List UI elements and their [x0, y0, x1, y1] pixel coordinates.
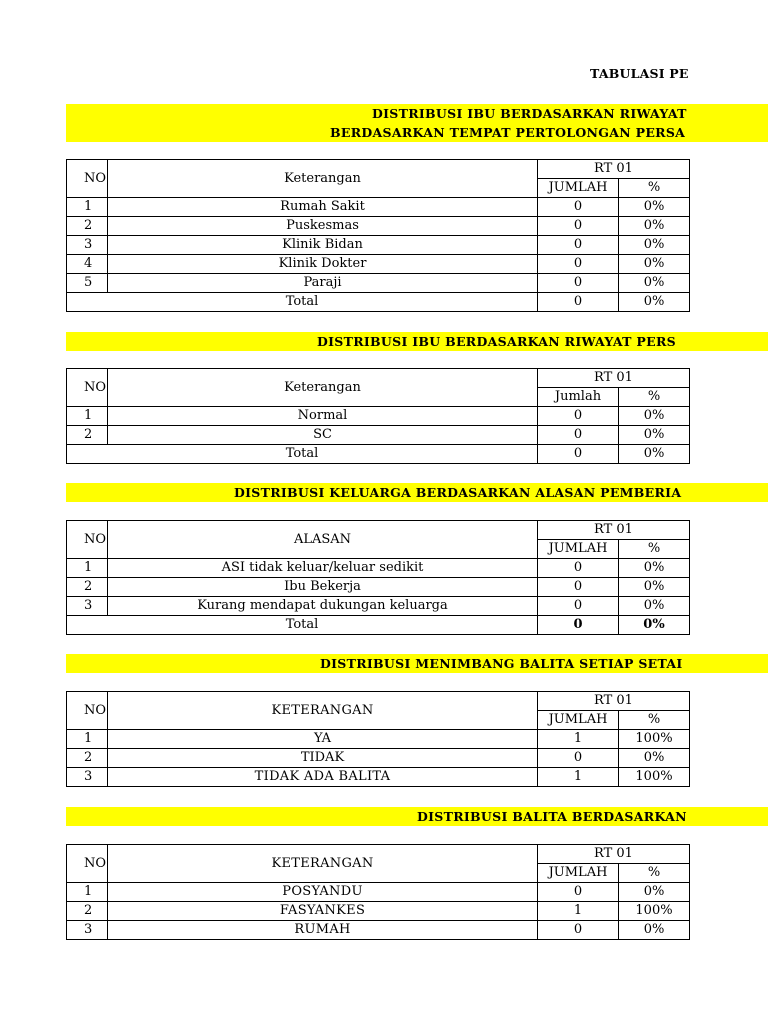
row-count: 0 [538, 198, 619, 217]
row-count: 1 [538, 902, 619, 921]
header-group: RT 01 [538, 692, 690, 711]
row-count: 0 [538, 559, 619, 578]
row-percent: 100% [619, 730, 690, 749]
header-percent: % [619, 711, 690, 730]
table-row [67, 730, 690, 749]
header-no: NO [67, 369, 108, 407]
row-count: 0 [538, 426, 619, 445]
header-no: NO [67, 692, 108, 730]
row-label: Klinik Dokter [108, 255, 538, 274]
distribution-table [66, 520, 690, 635]
header-no: NO [67, 521, 108, 559]
total-count: 0 [538, 616, 619, 635]
row-percent: 0% [619, 426, 690, 445]
row-count: 0 [538, 255, 619, 274]
row-label: SC [108, 426, 538, 445]
row-no: 2 [67, 749, 108, 768]
table-row [67, 217, 690, 236]
table-row [67, 768, 690, 787]
table-row [67, 883, 690, 902]
row-no: 3 [67, 597, 108, 616]
table-row [67, 749, 690, 768]
row-label: Kurang mendapat dukungan keluarga [108, 597, 538, 616]
header-description: Keterangan [108, 369, 538, 407]
table-row [67, 426, 690, 445]
header-percent: % [619, 540, 690, 559]
row-percent: 100% [619, 768, 690, 787]
row-count: 0 [538, 749, 619, 768]
total-percent: 0% [619, 293, 690, 312]
row-no: 3 [67, 921, 108, 940]
row-percent: 0% [619, 274, 690, 293]
row-label: Paraji [108, 274, 538, 293]
header-percent: % [619, 179, 690, 198]
header-percent: % [619, 864, 690, 883]
page-title: TABULASI PE [590, 66, 689, 81]
header-count: JUMLAH [538, 711, 619, 730]
row-percent: 0% [619, 236, 690, 255]
heading-line: DISTRIBUSI IBU BERDASARKAN RIWAYAT PERS [317, 334, 676, 349]
row-count: 0 [538, 236, 619, 255]
table-row [67, 597, 690, 616]
row-percent: 0% [619, 597, 690, 616]
distribution-table [66, 844, 690, 940]
header-no: NO [67, 160, 108, 198]
header-description: Keterangan [108, 160, 538, 198]
total-count: 0 [538, 293, 619, 312]
row-count: 0 [538, 217, 619, 236]
row-no: 4 [67, 255, 108, 274]
row-no: 5 [67, 274, 108, 293]
row-label: RUMAH [108, 921, 538, 940]
total-row [67, 445, 690, 464]
table-row [67, 407, 690, 426]
header-count: JUMLAH [538, 179, 619, 198]
table-row [67, 255, 690, 274]
header-count: JUMLAH [538, 864, 619, 883]
row-no: 1 [67, 730, 108, 749]
row-no: 3 [67, 236, 108, 255]
total-label: Total [67, 293, 538, 312]
table-row [67, 559, 690, 578]
row-label: Klinik Bidan [108, 236, 538, 255]
row-percent: 0% [619, 749, 690, 768]
header-group: RT 01 [538, 369, 690, 388]
table-row [67, 198, 690, 217]
row-label: Rumah Sakit [108, 198, 538, 217]
table-row [67, 236, 690, 255]
row-count: 0 [538, 274, 619, 293]
section-heading [66, 332, 768, 351]
row-no: 3 [67, 768, 108, 787]
row-label: POSYANDU [108, 883, 538, 902]
row-count: 0 [538, 597, 619, 616]
section-heading [66, 654, 768, 673]
total-label: Total [67, 445, 538, 464]
header-group: RT 01 [538, 160, 690, 179]
row-label: ASI tidak keluar/keluar sedikit [108, 559, 538, 578]
row-label: Ibu Bekerja [108, 578, 538, 597]
table-row [67, 274, 690, 293]
row-label: TIDAK [108, 749, 538, 768]
table-row [67, 921, 690, 940]
header-count: JUMLAH [538, 540, 619, 559]
row-no: 1 [67, 198, 108, 217]
row-percent: 0% [619, 255, 690, 274]
row-label: YA [108, 730, 538, 749]
distribution-table [66, 691, 690, 787]
row-percent: 0% [619, 921, 690, 940]
total-percent: 0% [619, 616, 690, 635]
total-row [67, 616, 690, 635]
heading-line: DISTRIBUSI KELUARGA BERDASARKAN ALASAN PEMBERIA [234, 485, 682, 500]
row-count: 0 [538, 921, 619, 940]
table-row [67, 902, 690, 921]
header-group: RT 01 [538, 845, 690, 864]
total-label: Total [67, 616, 538, 635]
heading-line: BERDASARKAN TEMPAT PERTOLONGAN PERSA [330, 125, 686, 140]
header-count: Jumlah [538, 388, 619, 407]
distribution-table [66, 159, 690, 312]
header-description: KETERANGAN [108, 845, 538, 883]
row-percent: 0% [619, 559, 690, 578]
header-description: ALASAN [108, 521, 538, 559]
row-no: 1 [67, 559, 108, 578]
row-no: 2 [67, 217, 108, 236]
total-row [67, 293, 690, 312]
header-no: NO [67, 845, 108, 883]
row-percent: 0% [619, 883, 690, 902]
total-percent: 0% [619, 445, 690, 464]
distribution-table [66, 368, 690, 464]
row-percent: 0% [619, 407, 690, 426]
heading-line: DISTRIBUSI MENIMBANG BALITA SETIAP SETAI [320, 656, 683, 671]
row-no: 1 [67, 407, 108, 426]
row-label: TIDAK ADA BALITA [108, 768, 538, 787]
row-label: Puskesmas [108, 217, 538, 236]
row-percent: 0% [619, 198, 690, 217]
total-count: 0 [538, 445, 619, 464]
row-percent: 0% [619, 578, 690, 597]
row-count: 0 [538, 578, 619, 597]
table-row [67, 578, 690, 597]
header-group: RT 01 [538, 521, 690, 540]
section-heading [66, 104, 768, 142]
heading-line: DISTRIBUSI BALITA BERDASARKAN [417, 809, 687, 824]
section-heading [66, 483, 768, 502]
row-count: 0 [538, 883, 619, 902]
row-percent: 0% [619, 217, 690, 236]
row-count: 1 [538, 768, 619, 787]
row-no: 2 [67, 426, 108, 445]
header-percent: % [619, 388, 690, 407]
heading-line: DISTRIBUSI IBU BERDASARKAN RIWAYAT [372, 106, 687, 121]
section-heading [66, 807, 768, 826]
row-no: 1 [67, 883, 108, 902]
row-no: 2 [67, 578, 108, 597]
row-label: FASYANKES [108, 902, 538, 921]
row-no: 2 [67, 902, 108, 921]
row-count: 0 [538, 407, 619, 426]
row-percent: 100% [619, 902, 690, 921]
row-label: Normal [108, 407, 538, 426]
row-count: 1 [538, 730, 619, 749]
header-description: KETERANGAN [108, 692, 538, 730]
